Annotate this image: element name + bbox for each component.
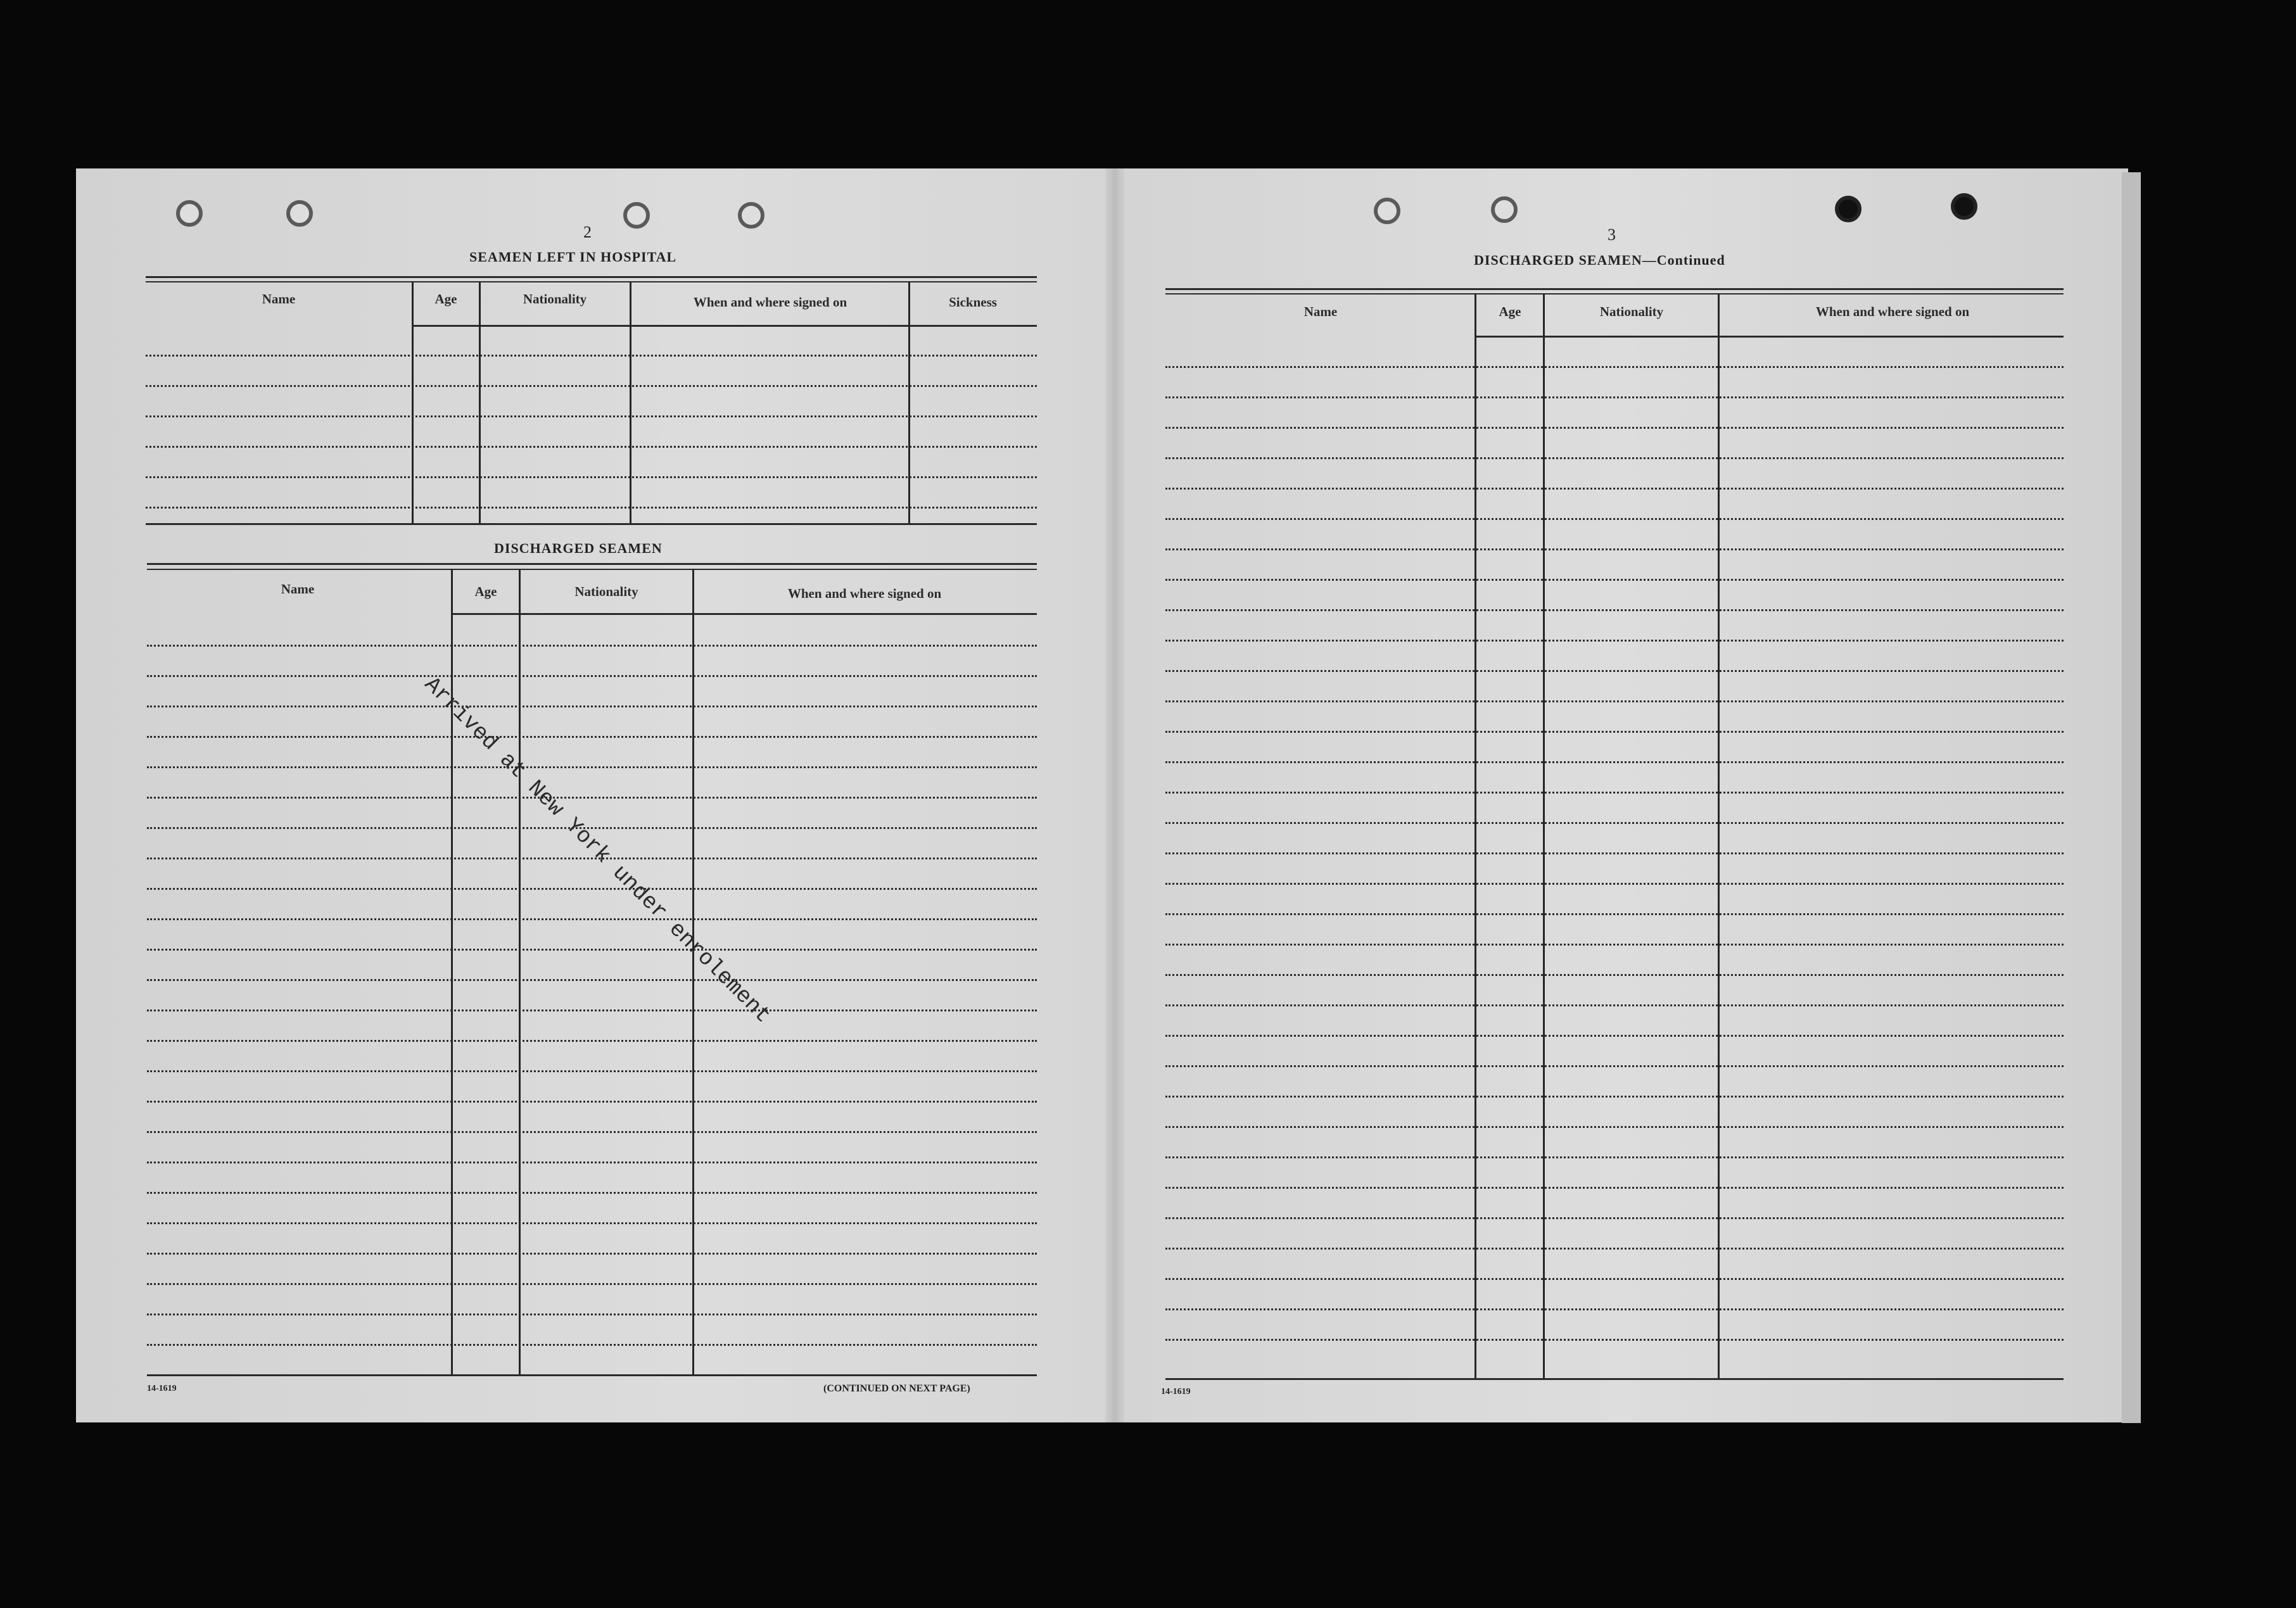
- ruled-line: [1165, 1035, 2064, 1037]
- hospital-col-sickness: Sickness: [949, 294, 997, 310]
- ruled-line: [147, 797, 1037, 799]
- column-divider: [1475, 293, 1476, 1378]
- punch-hole: [738, 202, 764, 229]
- hospital-col-name: Name: [262, 291, 296, 307]
- ruled-line: [147, 888, 1037, 890]
- ruled-line: [147, 1162, 1037, 1163]
- discharged-col-age: Age: [474, 584, 497, 599]
- ruled-line: [146, 385, 1037, 387]
- ruled-line: [147, 736, 1037, 738]
- ruled-line: [1165, 518, 2064, 520]
- ruled-line: [147, 918, 1037, 920]
- right-col-nationality: Nationality: [1599, 304, 1664, 319]
- ruled-line: [1165, 640, 2064, 642]
- ruled-line: [1165, 852, 2064, 854]
- discharged-section-title: DISCHARGED SEAMEN: [494, 540, 663, 556]
- table-bottom-rule: [146, 523, 1037, 525]
- continued-note: (CONTINUED ON NEXT PAGE): [823, 1383, 970, 1394]
- table-top-rule: [146, 281, 1037, 282]
- right-col-name: Name: [1303, 304, 1338, 319]
- ruled-line: [1165, 974, 2064, 976]
- column-divider: [1543, 293, 1545, 1378]
- column-divider: [451, 569, 453, 1374]
- ruled-line: [147, 706, 1037, 707]
- ruled-line: [1165, 609, 2064, 611]
- ruled-line: [147, 1253, 1037, 1255]
- table-top-rule: [1165, 288, 2064, 290]
- punch-hole: [1835, 196, 1862, 222]
- ruled-line: [1165, 1217, 2064, 1219]
- ruled-line: [146, 355, 1037, 357]
- ruled-line: [147, 1010, 1037, 1011]
- ruled-line: [1165, 1004, 2064, 1006]
- punch-hole: [286, 200, 313, 227]
- center-fold: [1105, 168, 1124, 1422]
- right-section-title: DISCHARGED SEAMEN—Continued: [1474, 252, 1725, 268]
- ruled-line: [147, 858, 1037, 859]
- ruled-line: [1165, 488, 2064, 490]
- table-top-rule: [146, 276, 1037, 278]
- ruled-line: [1165, 913, 2064, 915]
- ruled-line: [147, 1070, 1037, 1072]
- ruled-line: [1165, 822, 2064, 824]
- ruled-line: [147, 1192, 1037, 1194]
- ruled-line: [1165, 548, 2064, 550]
- ruled-line: [1165, 1248, 2064, 1250]
- ruled-line: [146, 476, 1037, 478]
- ruled-line: [147, 1131, 1037, 1133]
- table-top-rule: [147, 563, 1037, 565]
- ruled-line: [1165, 1065, 2064, 1067]
- ruled-line: [147, 827, 1037, 829]
- ruled-line: [147, 1283, 1037, 1285]
- ruled-line: [1165, 761, 2064, 763]
- left-page-number: 2: [583, 223, 592, 241]
- table-top-rule: [1165, 293, 2064, 294]
- ruled-line: [146, 446, 1037, 448]
- ruled-line: [147, 1344, 1037, 1346]
- table-bottom-rule: [1165, 1378, 2064, 1380]
- punch-hole: [176, 200, 203, 227]
- ruled-line: [1165, 1187, 2064, 1189]
- hospital-col-when-where: When and where signed on: [693, 294, 847, 310]
- ruled-line: [1165, 579, 2064, 581]
- punch-hole: [1491, 196, 1518, 223]
- punch-hole: [1951, 193, 1977, 220]
- discharged-col-nationality: Nationality: [574, 584, 638, 599]
- discharged-col-name: Name: [281, 581, 315, 597]
- ruled-line: [147, 949, 1037, 951]
- ruled-line: [147, 1222, 1037, 1224]
- hospital-section-title: SEAMEN LEFT IN HOSPITAL: [469, 249, 677, 265]
- ruled-line: [1165, 792, 2064, 794]
- header-rule: [412, 325, 1037, 327]
- ruled-line: [146, 507, 1037, 509]
- ruled-line: [1165, 670, 2064, 672]
- ruled-line: [1165, 1126, 2064, 1128]
- ruled-line: [1165, 1308, 2064, 1310]
- table-bottom-rule: [147, 1374, 1037, 1376]
- column-divider: [1718, 293, 1720, 1378]
- ruled-line: [1165, 366, 2064, 368]
- ruled-line: [1165, 1156, 2064, 1158]
- ruled-line: [147, 766, 1037, 768]
- ruled-line: [1165, 944, 2064, 946]
- ruled-line: [146, 415, 1037, 417]
- ruled-line: [147, 1314, 1037, 1315]
- column-divider: [519, 569, 521, 1374]
- punch-hole: [1374, 198, 1400, 224]
- table-top-rule: [147, 569, 1037, 570]
- discharged-col-when-where: When and where signed on: [787, 586, 942, 601]
- ruled-line: [1165, 396, 2064, 398]
- ruled-line: [147, 1040, 1037, 1042]
- ruled-line: [1165, 1096, 2064, 1098]
- ruled-line: [147, 675, 1037, 677]
- ruled-line: [1165, 427, 2064, 429]
- ruled-line: [1165, 731, 2064, 733]
- ruled-line: [1165, 700, 2064, 702]
- hospital-col-age: Age: [434, 291, 457, 307]
- column-divider: [412, 281, 414, 523]
- ruled-line: [1165, 1339, 2064, 1341]
- column-divider: [630, 281, 631, 523]
- left-form-number: 14-1619: [147, 1384, 177, 1393]
- hospital-col-nationality: Nationality: [523, 291, 587, 307]
- ruled-line: [147, 645, 1037, 647]
- right-col-age: Age: [1499, 304, 1521, 319]
- ruled-line: [1165, 1278, 2064, 1280]
- header-rule: [451, 613, 1037, 615]
- ruled-line: [1165, 883, 2064, 885]
- page-edge: [2122, 172, 2141, 1423]
- ruled-line: [147, 979, 1037, 981]
- right-form-number: 14-1619: [1161, 1387, 1191, 1396]
- column-divider: [908, 281, 910, 523]
- ruled-line: [147, 1101, 1037, 1103]
- ruled-line: [1165, 457, 2064, 459]
- column-divider: [479, 281, 481, 523]
- punch-hole: [623, 202, 650, 229]
- right-col-when-where: When and where signed on: [1815, 304, 1970, 319]
- left-page-sheet: [76, 168, 1115, 1422]
- right-page-sheet: [1115, 168, 2128, 1422]
- column-divider: [692, 569, 694, 1374]
- header-rule: [1475, 336, 2064, 338]
- typed-stamp-annotation: Arrived at New York under enrolement: [419, 672, 776, 1029]
- right-page-number: 3: [1608, 225, 1616, 244]
